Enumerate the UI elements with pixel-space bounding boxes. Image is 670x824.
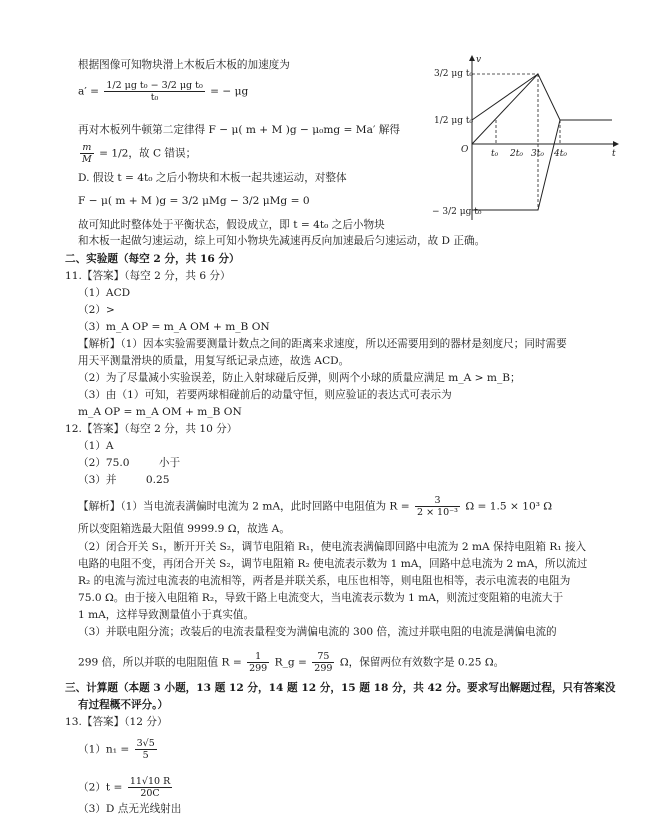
q12-explain-1: [78, 495, 552, 518]
sol-line-1: 根据图像可知物块滑上木板后木板的加速度为: [78, 59, 290, 71]
q11-answer-heading: 11.【答案】（每空 2 分，共 6 分）: [65, 270, 231, 282]
q12-explain-3: （2）闭合开关 S₁，断开开关 S₂，调节电阻箱 R₁，使电流表满偏即回路中电流为 2 mA 保持电阻箱 R₁ 接入: [78, 541, 587, 553]
q12-explain-2: 所以变阻箱选最大阻值 9999.9 Ω，故选 A。: [78, 523, 290, 535]
sol-line-7: 故可知此时整体处于平衡状态，假设成立，即 t = 4t₀ 之后小物块: [78, 219, 385, 231]
q13-answer-heading: 13.【答案】（12 分）: [65, 716, 168, 728]
q11-explain-1: 【解析】（1）因本实验需要测量计数点之间的距离来求速度，所以还需要用到的器材是刻度尺；同时需要: [78, 338, 567, 350]
ratio-num: m: [80, 142, 94, 154]
q13-a2-pre: （2）t =: [78, 781, 123, 794]
q12-e1-den: 2 × 10⁻³: [417, 507, 458, 518]
y-axis-label: v: [476, 55, 482, 65]
accel-rhs: = − μg: [210, 85, 249, 98]
q12-e1-fraction: [415, 495, 460, 518]
accel-num-a: 1/2 μg t₀: [106, 80, 148, 91]
q12-e9-f1-den: 299: [249, 663, 268, 674]
x-tick-3t0: 3t₀: [531, 149, 544, 159]
q12-e1-pre: 【解析】（1）当电流表满偏时电流为 2 mA，此时回路中电阻值为 R =: [78, 500, 410, 513]
q11-answer-1: （1）ACD: [78, 287, 131, 299]
q12-explain-5: R₂ 的电流与流过电流表的电流相等，两者是并联关系，电压也相等，则电阻也相等，表示电流表的电阻为: [78, 575, 571, 587]
q11-answer-3: （3）m_A OP = m_A OM + m_B ON: [78, 321, 270, 333]
q13-a1-pre: （1）n₁ =: [78, 743, 130, 756]
accel-fraction: [104, 80, 204, 103]
q12-explain-9: [78, 651, 504, 674]
ratio-den: M: [82, 154, 92, 165]
sol-line-8: 和木板一起做匀速运动，综上可知小物块先减速再反向加速最后匀速运动，故 D 正确。: [78, 235, 486, 247]
section-3-heading-line-1: 三、计算题（本题 3 小题，13 题 12 分，14 题 12 分，15 题 18 分，共 42 分。要求写出解题过程，只有答案没: [65, 682, 616, 694]
y-label-top: 3/2 μg t₀: [434, 69, 474, 79]
x-axis-label: t: [612, 149, 616, 159]
q13-a1-fraction: [135, 738, 157, 761]
section-3-heading-line-2: 有过程概不评分。）: [78, 699, 169, 711]
sol-line-6: F − μ( m + M )g = 3/2 μMg − 3/2 μMg = 0: [78, 195, 310, 207]
origin-label: O: [461, 145, 469, 155]
y-label-mid: 1/2 μg t₀: [434, 116, 474, 126]
accel-lhs: a′ =: [78, 85, 99, 98]
sol-accel-equation: [78, 80, 248, 103]
accel-num-minus: −: [147, 80, 162, 91]
q13-a2-den: 20C: [140, 788, 160, 799]
q11-explain-3: （2）为了尽量减小实验误差，防止入射球碰后反弹，则两个小球的质量应满足 m_A > m_B；: [78, 372, 521, 384]
q12-answer-3b: 0.25: [145, 474, 170, 486]
q12-e9-frac1: [247, 651, 269, 674]
board-velocity-line: [472, 74, 538, 120]
q13-a2-num: 11√10 R: [129, 776, 171, 787]
q12-answer-2: [78, 456, 180, 471]
q12-e9-f1-num: 1: [247, 651, 269, 663]
q12-explain-4: 电路的电阻不变，再闭合开关 S₂，调节电阻箱 R₂ 使电流表示数为 1 mA，回路中总电流为 2 mA，所以流过: [78, 558, 588, 570]
q12-e9-post: Ω，保留两位有效数字是 0.25 Ω。: [339, 656, 505, 669]
q12-e9-pre: 299 倍，所以并联的电阻阻值 R =: [78, 656, 242, 669]
lower-velocity-curve: [472, 120, 560, 210]
sol-ratio: [78, 142, 196, 165]
q12-explain-6: 75.0 Ω。由于接入电阻箱 R₂，导致干路上电流变大，当电流表示数为 1 mA，则流过变阻箱的电流大于: [78, 592, 564, 604]
q12-answer-3: [78, 473, 170, 488]
accel-num-b: 3/2 μg t₀: [161, 80, 203, 91]
q12-answer-2b: 小于: [158, 457, 181, 469]
sol-line-3: 再对木板列牛顿第二定律得 F − μ( m + M )g − μ₀mg = Ma′ 解得: [78, 124, 400, 136]
q13-answer-2: [78, 776, 174, 799]
q12-e9-f2-den: 299: [314, 663, 333, 674]
q13-a1-num: 3√5: [136, 738, 155, 749]
block-velocity-curve: [472, 74, 612, 144]
q12-answer-3a: （3）并: [78, 474, 117, 486]
x-tick-2t0: 2t₀: [510, 149, 523, 159]
q12-answer-2a: （2）75.0: [78, 457, 130, 469]
q12-explain-8: （3）并联电阻分流；改装后的电流表量程变为满偏电流的 300 倍，流过并联电阻的电流是满偏电流的: [78, 626, 557, 638]
q12-e1-post: Ω = 1.5 × 10³ Ω: [465, 500, 553, 513]
q12-e9-f2-num: 75: [312, 651, 334, 663]
section-2-heading: 二、实验题（每空 2 分，共 16 分）: [65, 253, 240, 265]
accel-den: t₀: [150, 92, 159, 103]
sol-line-5: D. 假设 t = 4t₀ 之后小物块和木板一起共速运动，对整体: [78, 172, 347, 184]
q11-answer-2: （2）>: [78, 304, 115, 316]
q13-answer-3: （3）D 点无光线射出: [78, 803, 182, 815]
velocity-time-graph: [432, 52, 622, 227]
x-tick-t0: t₀: [491, 149, 499, 159]
q13-answer-1: [78, 738, 159, 761]
ratio-rest: = 1/2，故 C 错误；: [99, 147, 197, 160]
x-tick-4t0: 4t₀: [554, 149, 567, 159]
ratio-fraction: [80, 142, 94, 165]
y-label-bottom: − 3/2 μg t₀: [432, 207, 482, 217]
q12-e9-frac2: [312, 651, 334, 674]
q12-e9-mid: R_g =: [274, 656, 307, 669]
q13-a1-den: 5: [142, 750, 149, 761]
q12-explain-7: 1 mA，这样导致测量值小于真实值。: [78, 609, 255, 621]
q12-answer-1: （1）A: [78, 440, 114, 452]
q12-answer-heading: 12.【答案】（每空 2 分，共 10 分）: [65, 423, 238, 435]
q11-explain-2: 用天平测量滑块的质量，用复写纸记录点迹，故选 ACD。: [78, 355, 350, 367]
q12-e1-num: 3: [415, 495, 460, 507]
q11-explain-4: （3）由（1）可知，若要两球相碰前后的动量守恒，则应验证的表达式可表示为: [78, 389, 452, 401]
q13-a2-fraction: [128, 776, 172, 799]
q11-explain-5: m_A OP = m_A OM + m_B ON: [78, 406, 242, 418]
